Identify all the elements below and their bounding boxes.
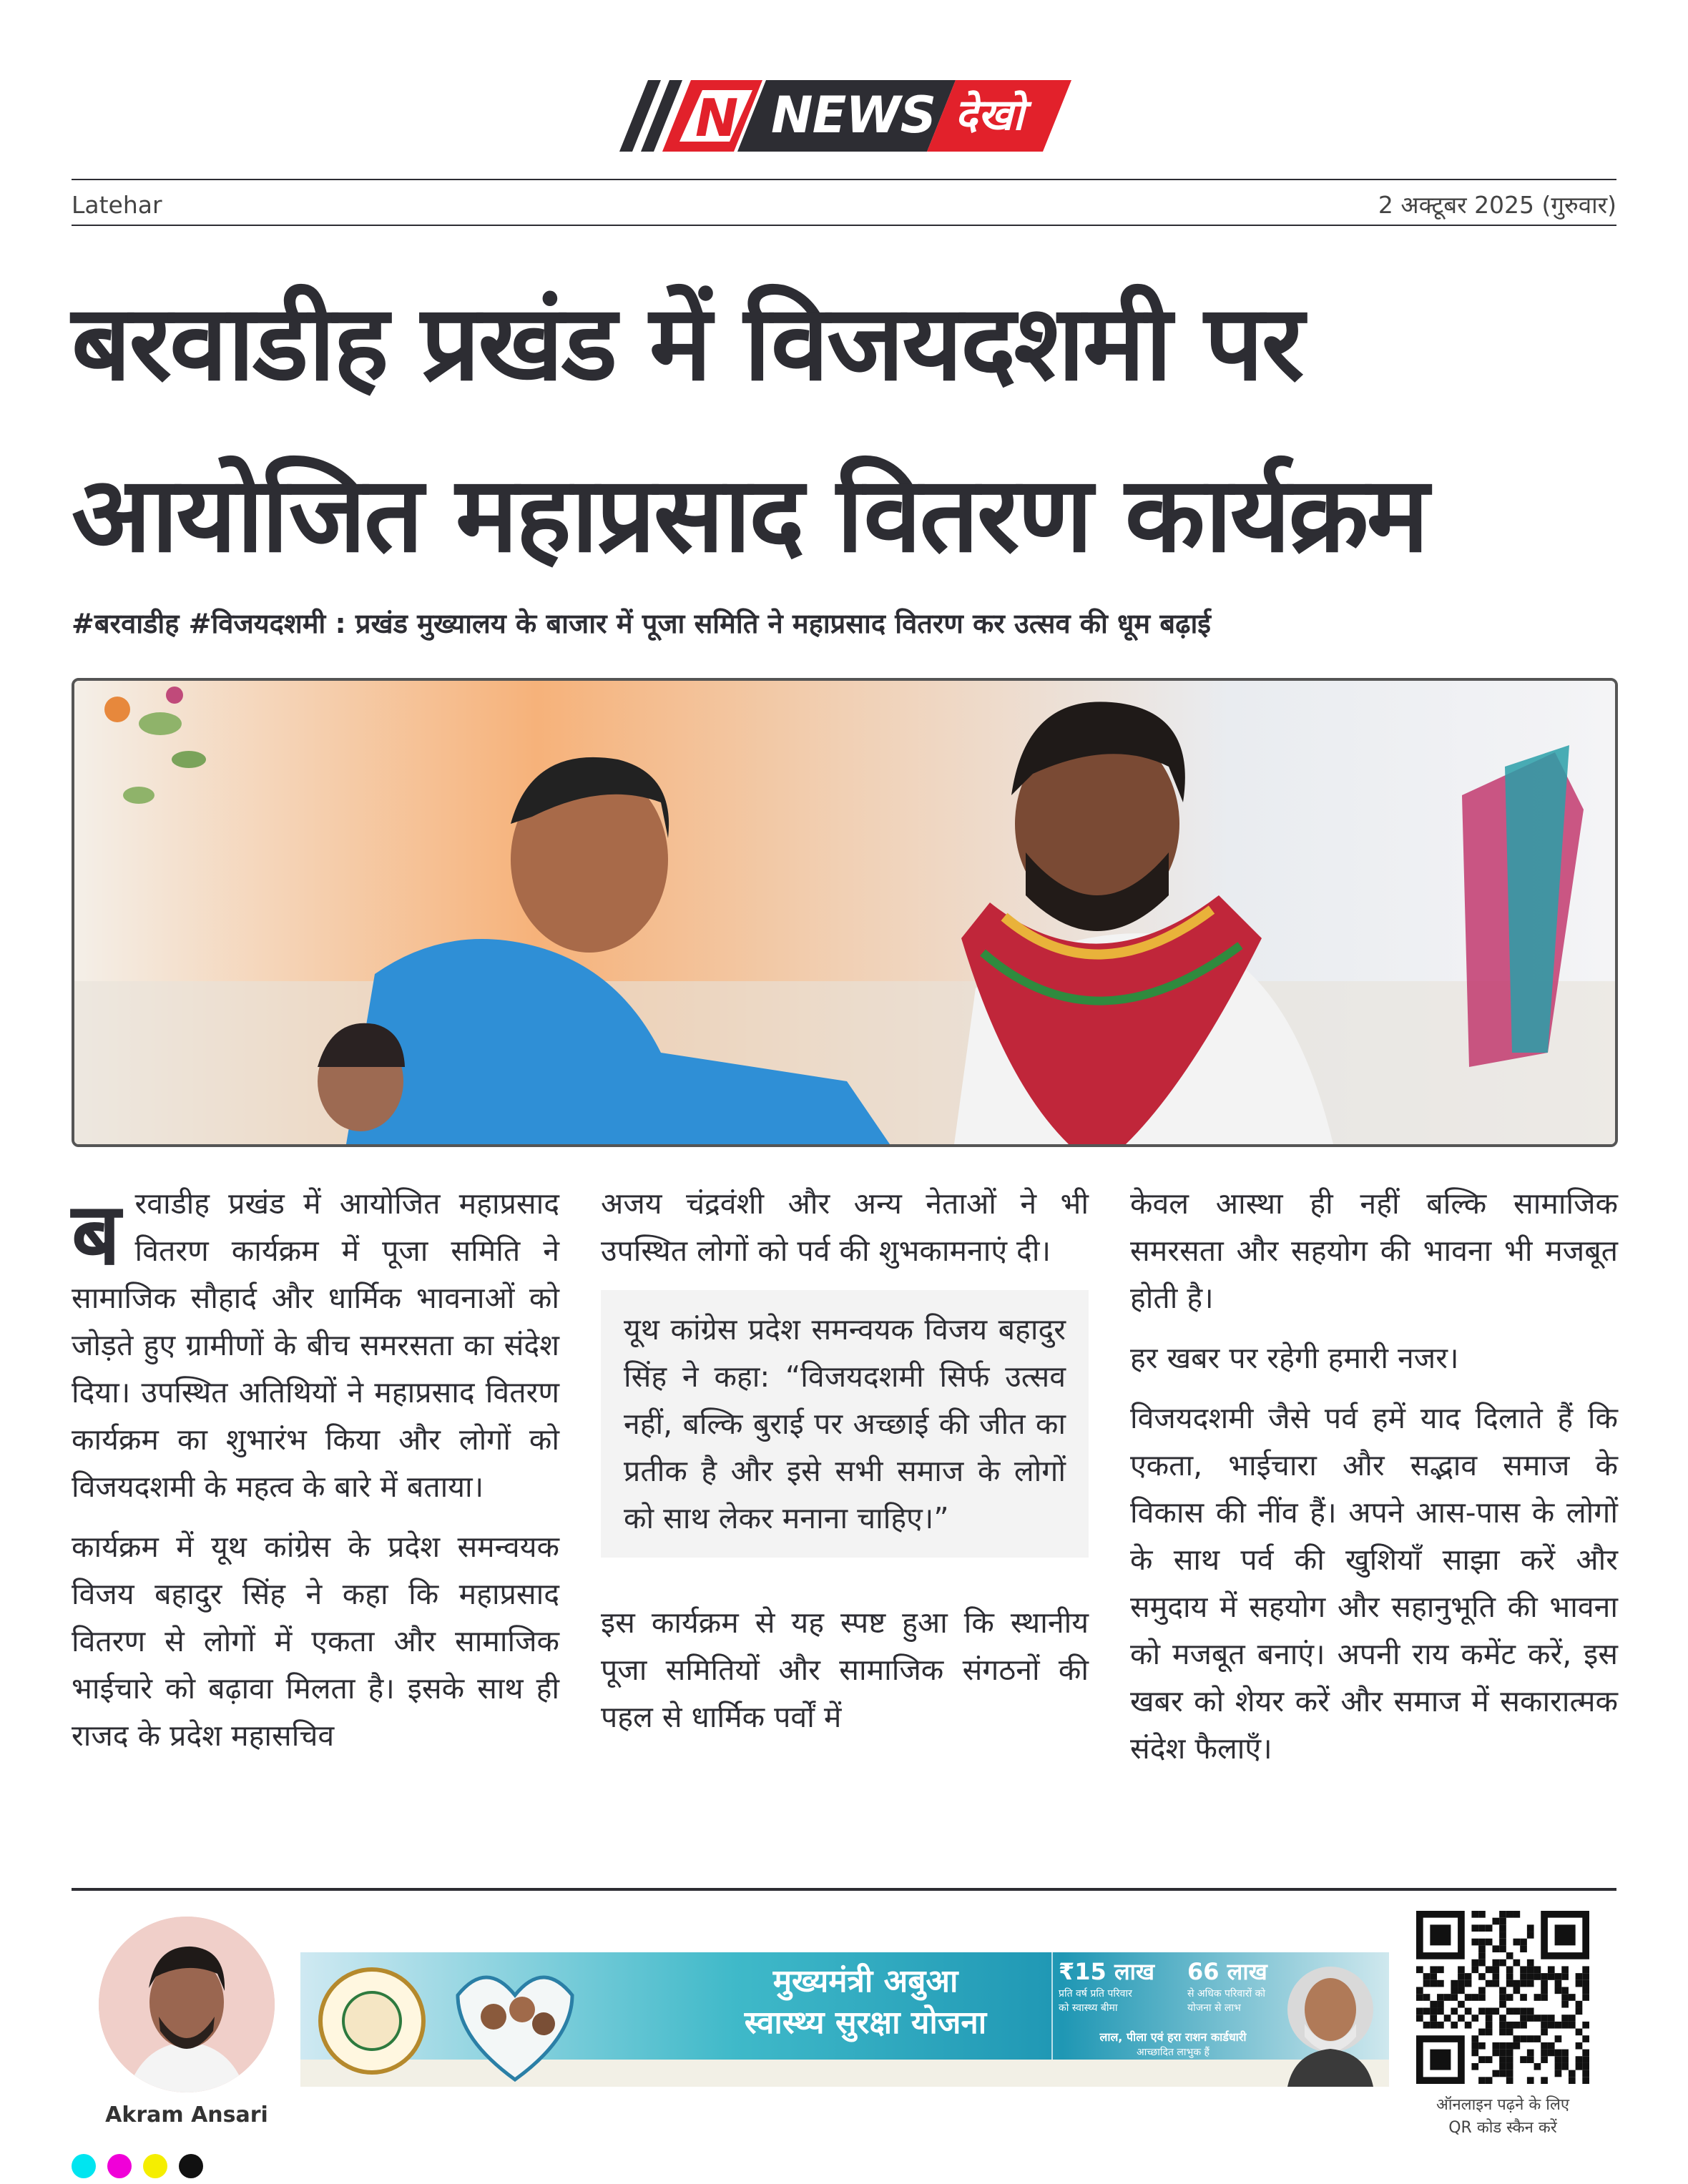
article-paragraph-5: विजयदशमी जैसे पर्व हमें याद दिलाते हैं कि एकता, भाईचारा और सद्भाव समाज के विकास की नींव हैं। अपने आस-पास के लोगों के साथ पर्व की खुशियाँ साझा करें और समुदाय में सहयोग और सहानुभूति की भावना को मजबूत बनाएं। अपनी राय कमेंट करें, इस खबर को शेयर करें और समाज में सकारात्मक संदेश फैलाएँ। bbox=[1130, 1401, 1618, 1766]
print-color-dot-yellow bbox=[143, 2154, 167, 2178]
top-rule bbox=[72, 179, 1616, 180]
location-label: Latehar bbox=[72, 191, 162, 219]
headline-line-2: आयोजित महाप्रसाद वितरण कार्यक्रम bbox=[72, 454, 1427, 576]
ad-note bbox=[1059, 2030, 1287, 2060]
date-label: 2 अक्टूबर 2025 (गुरुवार) bbox=[1378, 191, 1616, 219]
ad-title-line-2: स्वास्थ्य सुरक्षा योजना bbox=[744, 2005, 987, 2041]
article-column-3 bbox=[1130, 1180, 1618, 1785]
article-column-2 bbox=[601, 1180, 1089, 1753]
qr-caption bbox=[1402, 2094, 1604, 2140]
ad-stat-2-desc-2: योजना से लाभ bbox=[1187, 2002, 1241, 2014]
qr-caption-line-1: ऑनलाइन पढ़ने के लिए bbox=[1436, 2096, 1570, 2114]
qr-code[interactable] bbox=[1416, 1911, 1589, 2084]
ad-stat-1 bbox=[1059, 1957, 1180, 2015]
article-paragraph-3-continued: केवल आस्था ही नहीं बल्कि सामाजिक समरसता और सहयोग की भावना भी मजबूत होती है। bbox=[1130, 1186, 1618, 1315]
article-photo bbox=[72, 678, 1618, 1147]
ad-stat-1-value: ₹15 लाख bbox=[1059, 1958, 1155, 1985]
photo-illustration bbox=[74, 681, 1615, 1144]
print-color-dot-cyan bbox=[72, 2154, 96, 2178]
print-color-dot-magenta bbox=[107, 2154, 132, 2178]
article-paragraph-4: हर खबर पर रहेगी हमारी नजर। bbox=[1130, 1341, 1459, 1375]
article-paragraph-1 bbox=[72, 1180, 559, 1510]
ad-title bbox=[701, 1961, 1030, 2044]
article-paragraph-2: कार्यक्रम में यूथ कांग्रेस के प्रदेश समन्वयक विजय बहादुर सिंह ने कहा कि महाप्रसाद वितरण से लोगों में एकता और सामाजिक भाईचारे को बढ़ावा मिलता है। इसके साथ ही राजद के प्रदेश महासचिव bbox=[72, 1530, 559, 1753]
print-color-dot-black bbox=[179, 2154, 203, 2178]
ad-stat-1-desc-1: प्रति वर्ष प्रति परिवार bbox=[1059, 1988, 1132, 1999]
author-avatar bbox=[99, 1917, 275, 2092]
subheadline: #बरवाडीह #विजयदशमी : प्रखंड मुख्यालय के बाजार में पूजा समिति ने महाप्रसाद वितरण कर उत्सव की धूम बढ़ाई bbox=[72, 608, 1211, 639]
headline-line-1: बरवाडीह प्रखंड में विजयदशमी पर bbox=[72, 282, 1302, 404]
logo-word-news: NEWS bbox=[771, 86, 936, 144]
ad-stat-2 bbox=[1187, 1957, 1287, 2015]
pull-quote: यूथ कांग्रेस प्रदेश समन्वयक विजय बहादुर सिंह ने कहा: “विजयदशमी सिर्फ उत्सव नहीं, बल्कि बुराई पर अच्छाई की जीत का प्रतीक है और इसे सभी समाज के लोगों को साथ लेकर मनाना चाहिए।” bbox=[601, 1290, 1089, 1558]
ad-title-line-1: मुख्यमंत्री अबुआ bbox=[772, 1963, 958, 1999]
ad-note-line-1: लाल, पीला एवं हरा राशन कार्डधारी bbox=[1099, 2030, 1247, 2044]
author-name: Akram Ansari bbox=[105, 2102, 268, 2128]
footer-rule bbox=[72, 1888, 1616, 1891]
paragraph-1-text: रवाडीह प्रखंड में आयोजित महाप्रसाद वितरण कार्यक्रम में पूजा समिति ने सामाजिक सौहार्द और धार्मिक भावनाओं को जोड़ते हुए ग्रामीणों के बीच समरसता का संदेश दिया। उपस्थित अतिथियों ने महाप्रसाद वितरण कार्यक्रम का शुभारंभ किया और लोगों को विजयदशमी के महत्व के बारे में बताया। bbox=[72, 1186, 559, 1504]
ad-stat-1-desc-2: को स्वास्थ्य बीमा bbox=[1059, 2002, 1118, 2014]
article-paragraph-3: इस कार्यक्रम से यह स्पष्ट हुआ कि स्थानीय पूजा समितियों और सामाजिक संगठनों की पहल से धार्मिक पर्वों में bbox=[601, 1605, 1089, 1734]
date-rule bbox=[72, 225, 1616, 226]
author-avatar-image bbox=[99, 1917, 275, 2092]
svg-text:N: N bbox=[695, 88, 739, 148]
logo-word-dekho: देखो bbox=[955, 90, 1024, 140]
article-paragraph-2-continued: अजय चंद्रवंशी और अन्य नेताओं ने भी उपस्थित लोगों को पर्व की शुभकामनाएं दी। bbox=[601, 1186, 1089, 1268]
qr-caption-line-2: QR कोड स्कैन करें bbox=[1448, 2119, 1557, 2137]
ad-stat-2-value: 66 लाख bbox=[1187, 1958, 1267, 1985]
advertisement-banner[interactable] bbox=[300, 1952, 1389, 2087]
ad-stat-2-desc-1: से अधिक परिवारों को bbox=[1187, 1988, 1265, 1999]
headline bbox=[72, 257, 1631, 601]
drop-cap: ब bbox=[72, 1184, 121, 1284]
ad-note-line-2: आच्छादित लाभुक हैं bbox=[1137, 2047, 1209, 2058]
article-column-1 bbox=[72, 1180, 559, 1772]
